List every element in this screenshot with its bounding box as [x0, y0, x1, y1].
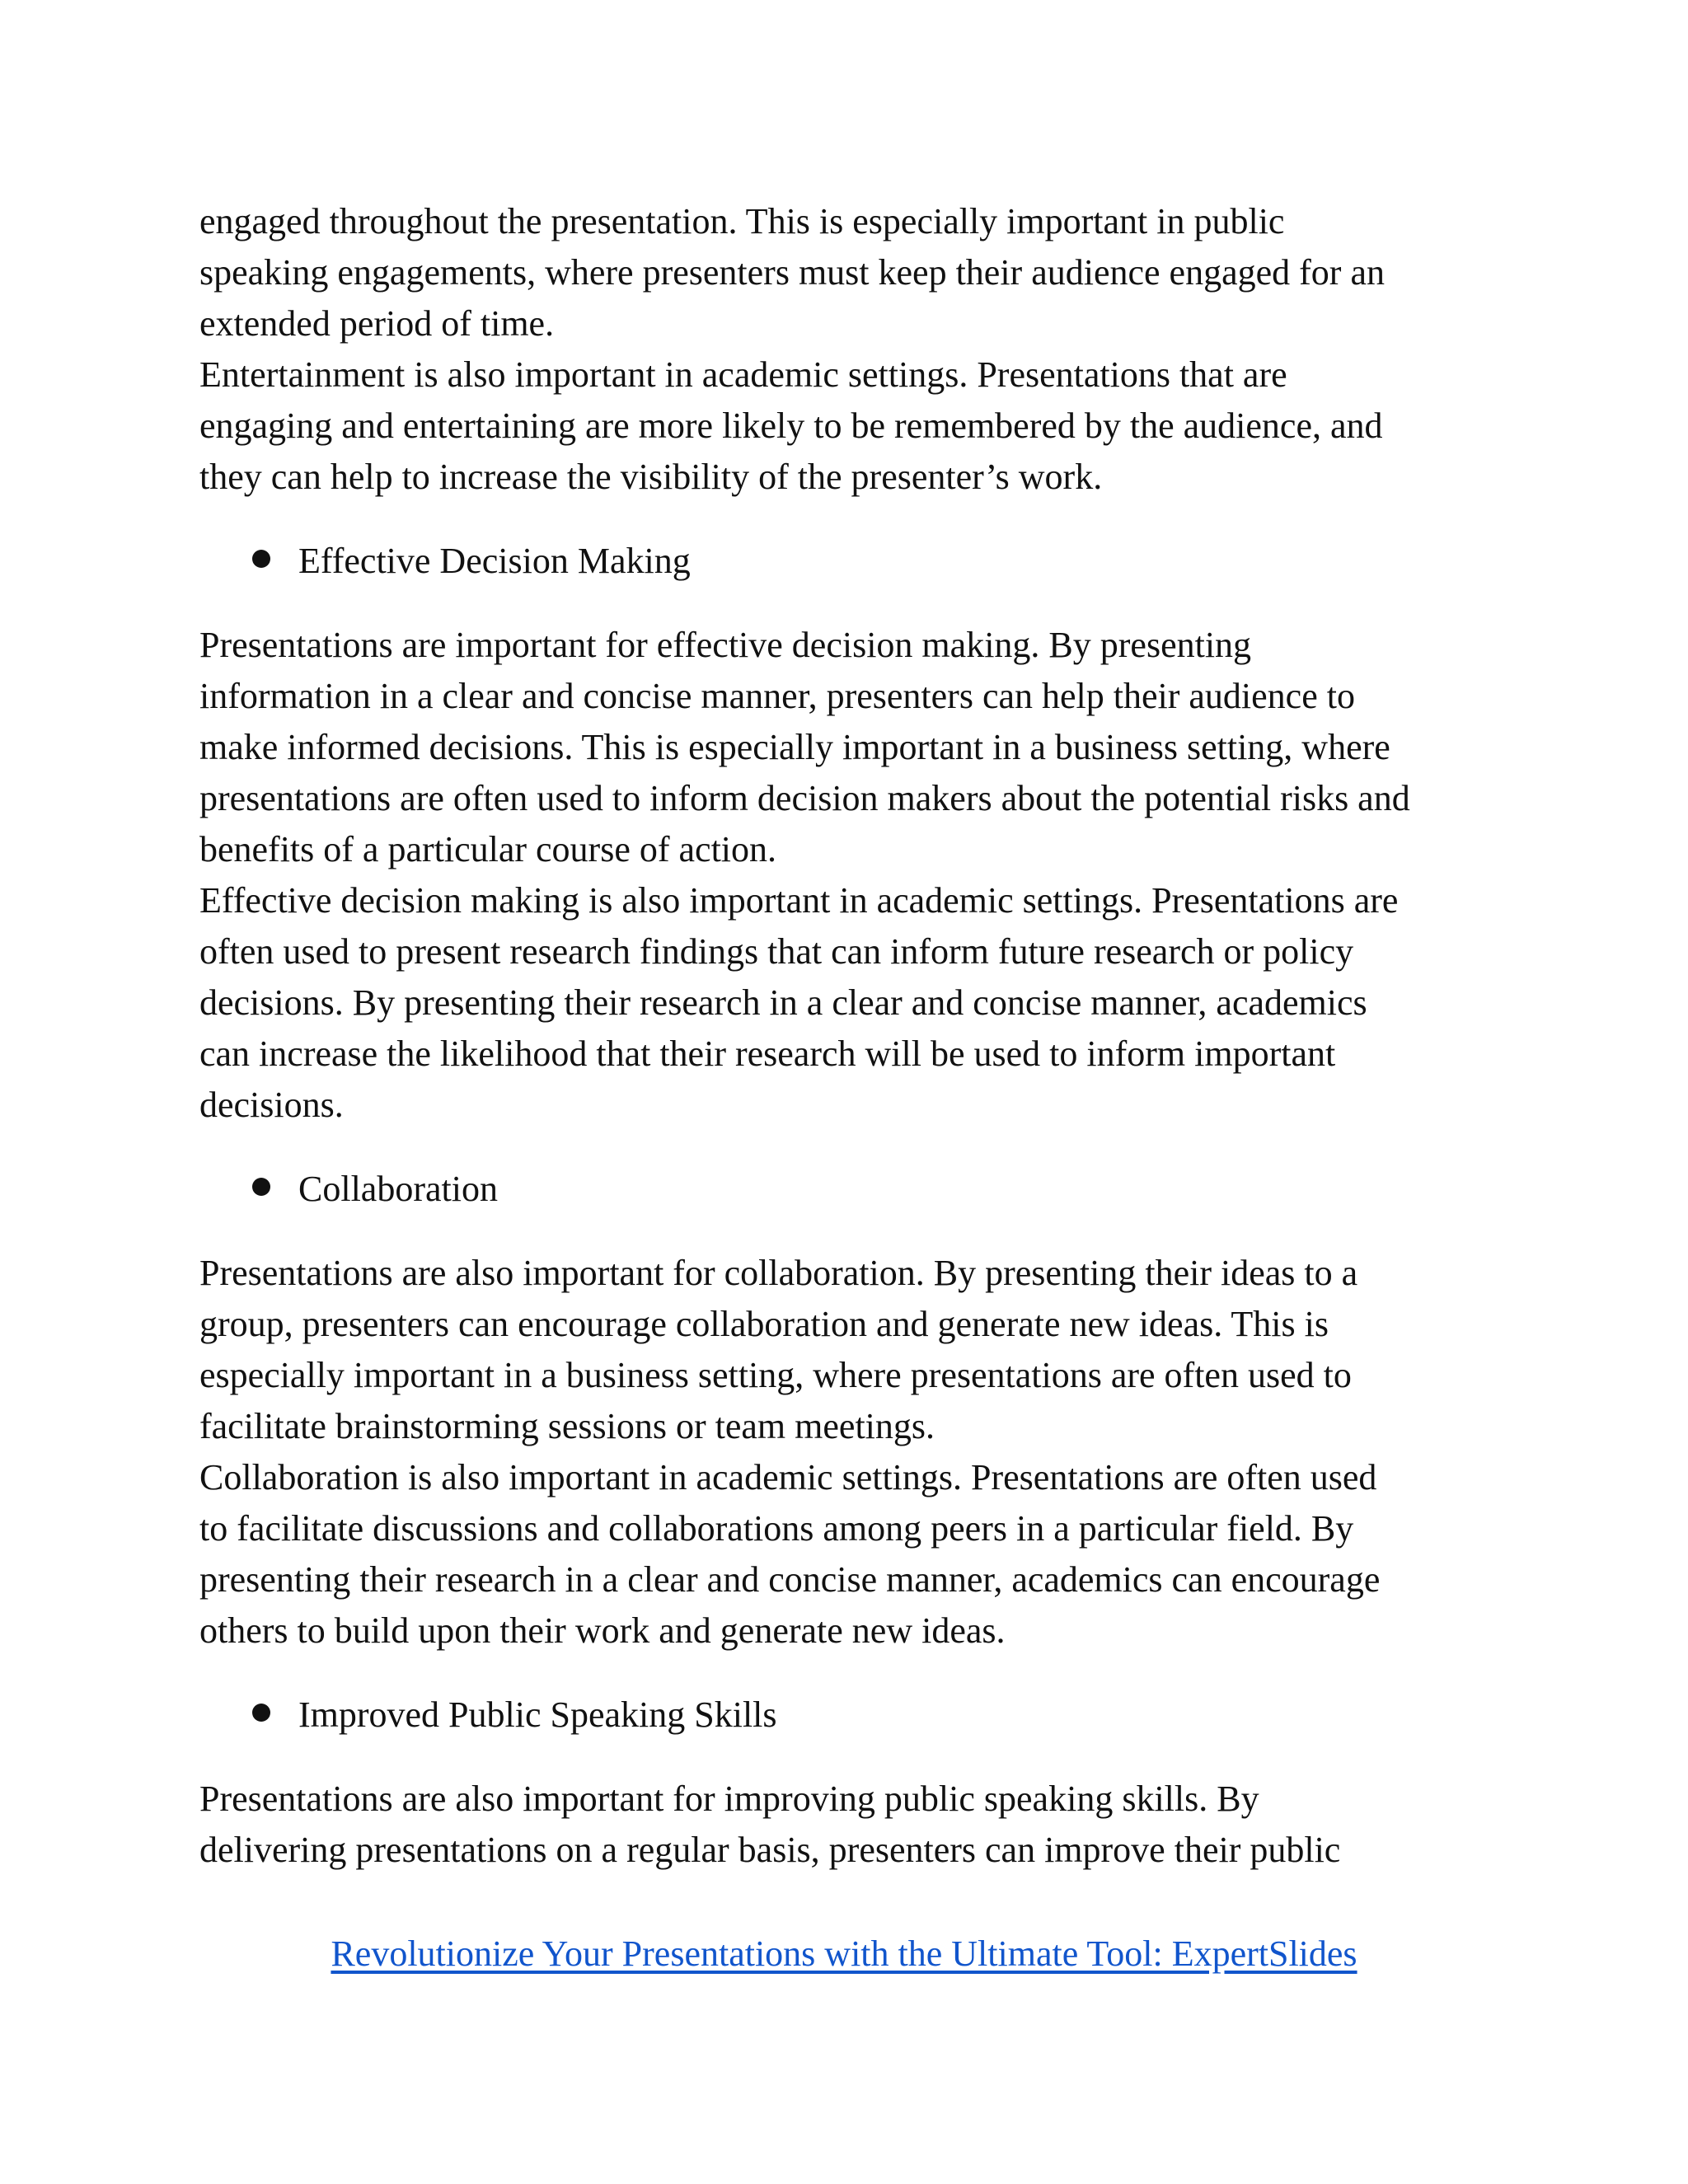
bullet-icon [252, 550, 270, 568]
document-body [199, 196, 1502, 1876]
bullet-heading-text: Collaboration [298, 1169, 498, 1209]
expertslides-link[interactable]: Revolutionize Your Presentations with the Ultimate Tool: ExpertSlides [331, 1933, 1357, 1974]
bullet-heading-text: Improved Public Speaking Skills [298, 1694, 777, 1735]
bullet-heading-text: Effective Decision Making [298, 541, 691, 581]
bullet-icon [252, 1704, 270, 1722]
footer [0, 1929, 1688, 1980]
body-paragraph: Presentations are also important for improving public speaking skills. By delivering presentations on a regular basis, presenters can improve their public [199, 1779, 1341, 1870]
body-paragraph: Collaboration is also important in academic settings. Presentations are often used to facilitate discussions and collaborations among peers in a particular field. By presenting their research in a clear and concise manner, academics can encourage others to build upon their work and generate new ideas. [199, 1457, 1381, 1651]
body-paragraph: Presentations are important for effective decision making. By presenting information in a clear and concise manner, presenters can help their audience to make informed decisions. This is especially important in a business setting, where presentations are often used to inform decision makers about the potential risks and benefits of a particular course of action. [199, 625, 1410, 869]
bullet-heading [252, 1164, 1502, 1215]
body-paragraph: Entertainment is also important in academic settings. Presentations that are engaging and entertaining are more likely to be remembered by the audience, and they can help to increase the visibility of the presenter’s work. [199, 354, 1383, 497]
bullet-heading [252, 536, 1502, 587]
bullet-heading [252, 1690, 1502, 1741]
bullet-icon [252, 1178, 270, 1196]
body-paragraph: Presentations are also important for collaboration. By presenting their ideas to a group, presenters can encourage collaboration and generate new ideas. This is especially important in a business setting, where presentations are often used to facilitate brainstorming sessions or team meetings. [199, 1253, 1358, 1446]
body-paragraph: Effective decision making is also important in academic settings. Presentations are often used to present research findings that can inform future research or policy decisions. By presenting their research in a clear and concise manner, academics can increase the likelihood that their research will be used to inform important decisions. [199, 880, 1399, 1125]
body-paragraph: engaged throughout the presentation. This is especially important in public speaking engagements, where presenters must keep their audience engaged for an extended period of time. [199, 201, 1385, 344]
